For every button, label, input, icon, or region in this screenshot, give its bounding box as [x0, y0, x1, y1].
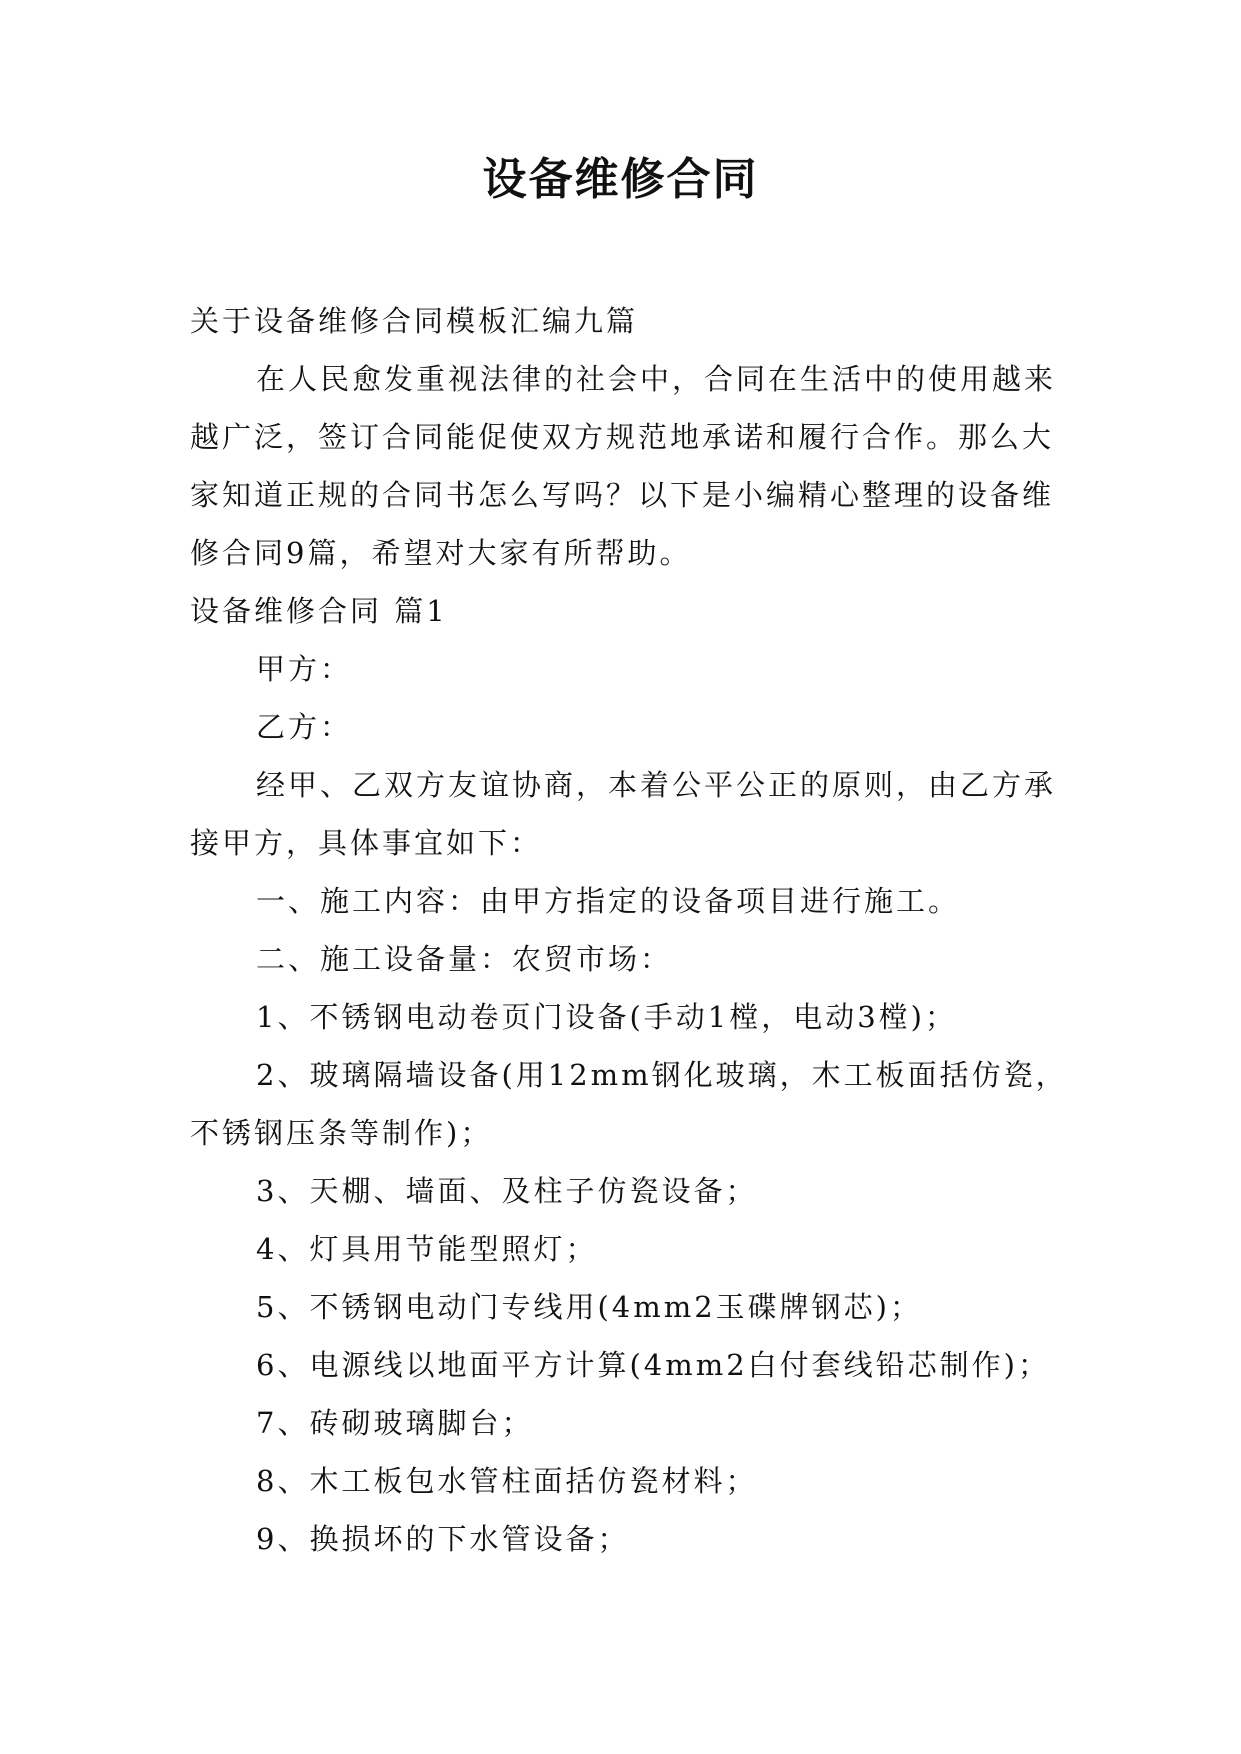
- document-title: 设备维修合同: [482, 154, 759, 205]
- list-item: 3、天棚、墙面、及柱子仿瓷设备；: [256, 1174, 758, 1208]
- list-item: 9、换损坏的下水管设备；: [256, 1522, 630, 1556]
- list-item: 7、砖砌玻璃脚台；: [256, 1406, 534, 1440]
- list-item: 6、电源线以地面平方计算(4mm2白付套线铅芯制作)；: [256, 1348, 1050, 1382]
- list-item: 5、不锈钢电动门专线用(4mm2玉碟牌钢芯)；: [256, 1290, 922, 1324]
- list-item: 8、木工板包水管柱面括仿瓷材料；: [256, 1464, 758, 1498]
- clause-construction-content: 一、施工内容：由甲方指定的设备项目进行施工。: [256, 884, 961, 918]
- list-item: 2、玻璃隔墙设备(用12mm钢化玻璃，木工板面括仿瓷，不锈钢压条等制作)；: [190, 1058, 1068, 1150]
- party-a-line: 甲方：: [256, 652, 353, 686]
- intro-paragraph: 在人民愈发重视法律的社会中，合同在生活中的使用越来越广泛，签订合同能促使双方规范地承诺和履行合作。那么大家知道正规的合同书怎么写吗？以下是小编精心整理的设备维修合同9篇，希望对大家有所帮助。: [190, 362, 1057, 570]
- document-body: [190, 292, 1070, 1568]
- document-subtitle: 关于设备维修合同模板汇编九篇: [190, 304, 639, 338]
- list-item: 4、灯具用节能型照灯；: [256, 1232, 598, 1266]
- section-heading: 设备维修合同 篇1: [190, 594, 448, 628]
- party-b-line: 乙方：: [256, 710, 353, 744]
- list-item: 1、不锈钢电动卷页门设备(手动1樘，电动3樘)；: [256, 1000, 957, 1034]
- agreement-paragraph: 经甲、乙双方友谊协商，本着公平公正的原则，由乙方承接甲方，具体事宜如下：: [190, 768, 1057, 860]
- clause-equipment-quantity: 二、施工设备量：农贸市场：: [256, 942, 673, 976]
